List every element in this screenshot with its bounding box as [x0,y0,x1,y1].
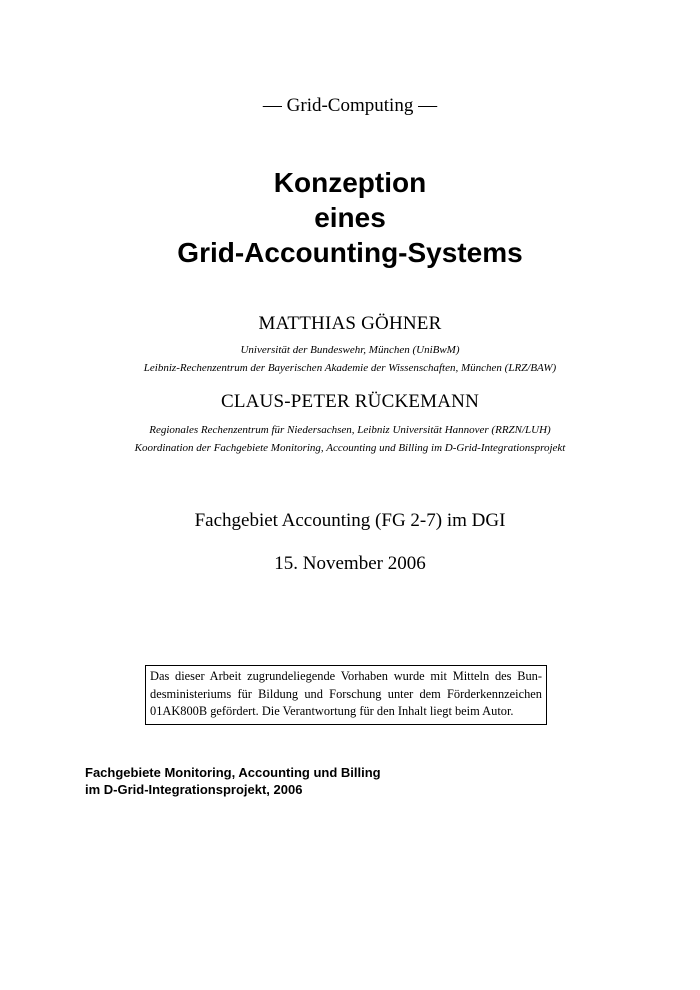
funding-note-box [145,665,547,725]
document-title [0,165,700,270]
document-date: 15. November 2006 [274,553,426,574]
affiliation-line: Koordination der Fachgebiete Monitoring, Accounting und Billing im D-Grid-Integrationsprojekt [134,442,566,454]
author-name: MATTHIAS GÖHNER [258,313,442,334]
title-line: Konzeption [273,167,427,198]
footer-line: Fachgebiete Monitoring, Accounting und Billing [85,765,381,780]
author-affiliation [0,421,700,457]
author-name: CLAUS-PETER RÜCKEMANN [220,391,480,412]
title-line: Grid-Accounting-Systems [177,237,523,268]
footer-line: im D-Grid-Integrationsprojekt, 2006 [85,782,303,797]
footer-publisher-note [85,764,381,798]
funding-note-line: 01AK800B gefördert. Die Verantwortung für den Inhalt liegt beim Autor. [150,704,514,718]
series-title: — Grid-Computing — [262,95,438,116]
affiliation-line: Leibniz-Rechenzentrum der Bayerischen Akademie der Wissenschaften, München (LRZ/BAW) [143,362,557,374]
author-affiliation [0,341,700,377]
affiliation-line: Universität der Bundeswehr, München (UniBwM) [240,344,460,356]
title-line: eines [314,202,386,233]
funding-note-line: Das dieser Arbeit zugrundeliegende Vorhaben wurde mit Mitteln des Bun- [150,669,542,683]
affiliation-line: Regionales Rechenzentrum für Niedersachsen, Leibniz Universität Hannover (RRZN/LUH) [149,424,551,436]
funding-note-line: desministeriums für Bildung und Forschung unter dem Förderkennzeichen [150,686,542,701]
project-name: Fachgebiet Accounting (FG 2-7) im DGI [194,510,506,531]
